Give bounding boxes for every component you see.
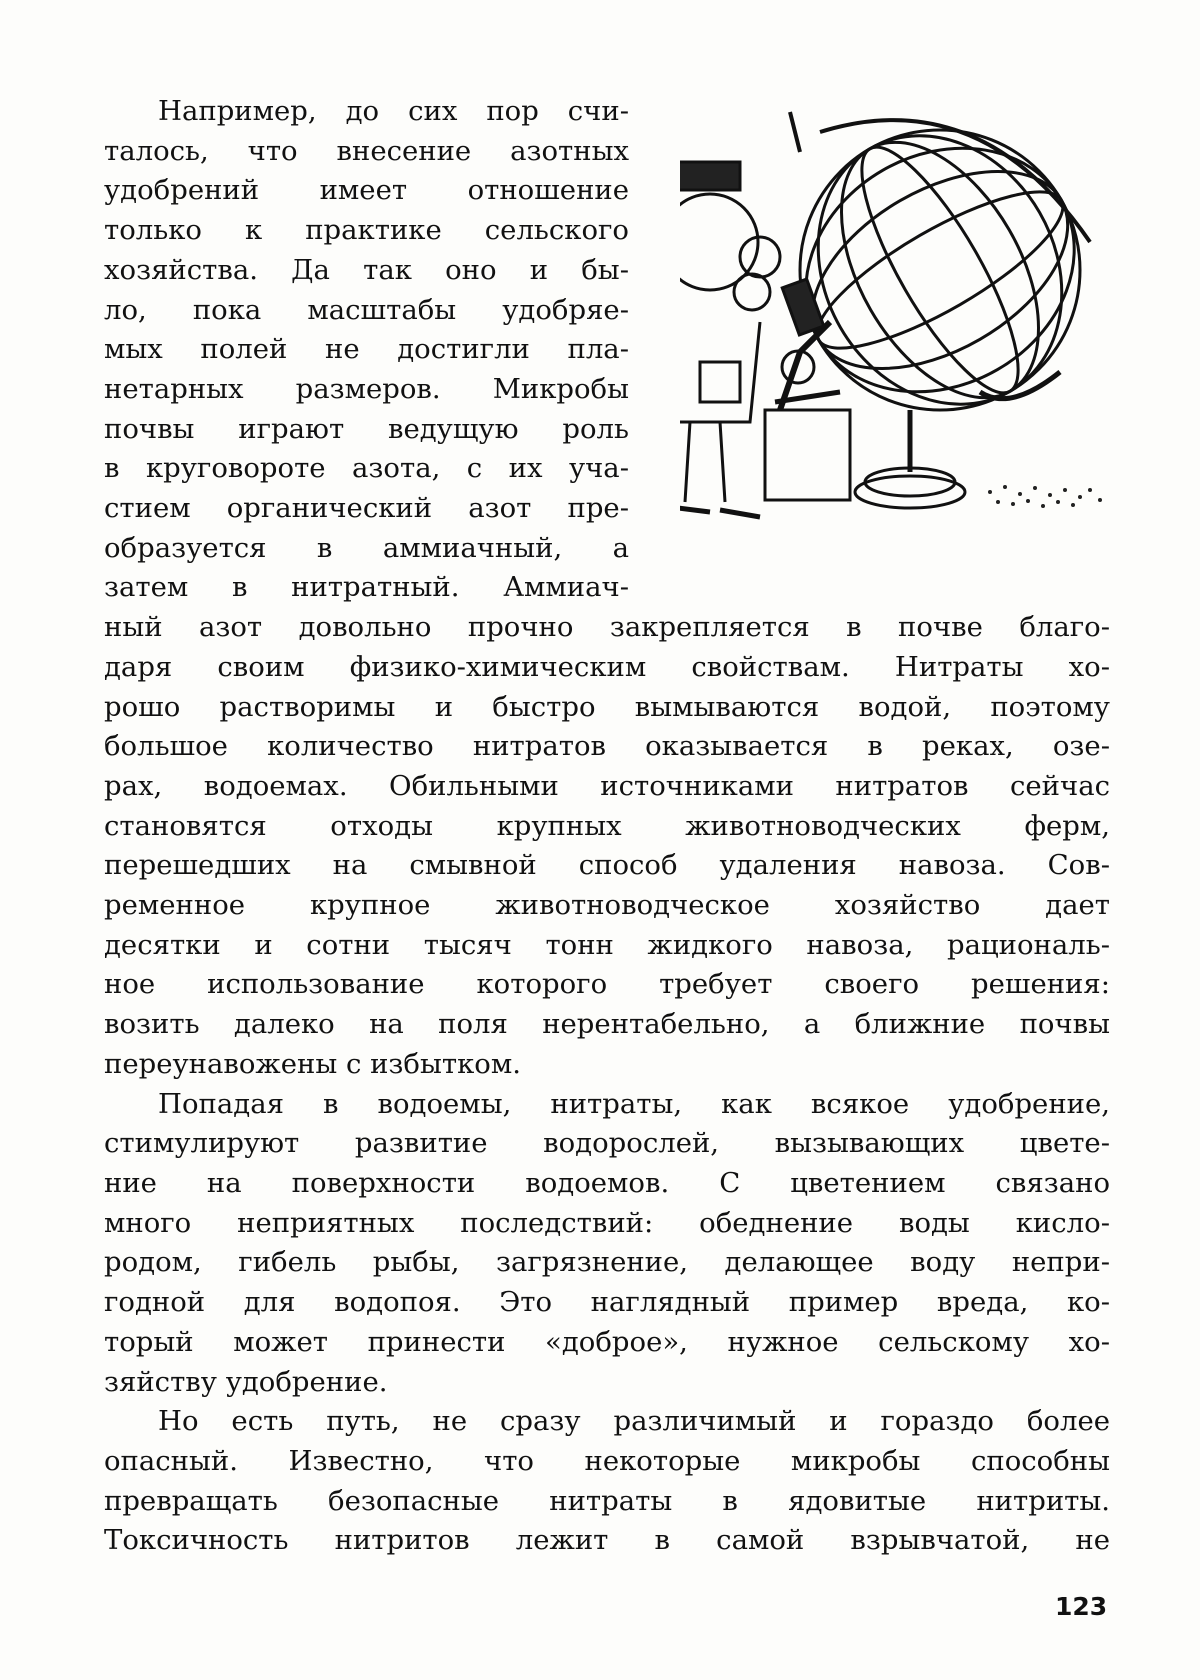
text-line: ние на поверхности водоемов. С цветением связано (104, 1166, 1110, 1199)
text-line: десятки и сотни тысяч тонн жидкого навоза, рациональ- (104, 928, 1110, 961)
microscope-image (765, 279, 850, 500)
text-line: рах, водоемах. Обильными источниками нитратов сейчас (104, 769, 1110, 802)
text-line: почвы играют ведущую роль (104, 412, 629, 445)
paragraph-2 (104, 1085, 1110, 1403)
text-line: талось, что внесение азотных (104, 134, 629, 167)
text-line: зяйству удобрение. (104, 1365, 388, 1398)
text-line: затем в нитратный. Аммиач- (104, 571, 629, 604)
text-line: в круговороте азота, с их уча- (104, 452, 629, 485)
text-line: перешедших на смывной способ удаления навоза. Сов- (104, 849, 1110, 882)
text-line: возить далеко на поля нерентабельно, а ближние почвы (104, 1008, 1110, 1041)
text-line: ный азот довольно прочно закрепляется в почве благо- (104, 611, 1110, 644)
text-line: ло, пока масштабы удобряе- (104, 293, 629, 326)
text-line: опасный. Известно, что некоторые микробы способны (104, 1444, 1110, 1477)
text-line: Токсичность нитритов лежит в самой взрывчатой, не (104, 1524, 1110, 1557)
text-line: переунавожены с избытком. (104, 1047, 521, 1080)
text-line: много неприятных последствий: обеднение воды кисло- (104, 1206, 1110, 1239)
text-line: родом, гибель рыбы, загрязнение, делающее воду непри- (104, 1246, 1110, 1279)
text-line: стием органический азот пре- (104, 492, 629, 525)
text-line: торый может принести «доброе», нужное сельскому хо- (104, 1325, 1110, 1358)
text-line: Но есть путь, не сразу различимый и гораздо более (158, 1405, 1110, 1438)
text-line: ное использование которого требует своего решения: (104, 968, 1110, 1001)
text-line: удобрений имеет отношение (104, 174, 629, 207)
text-line: только к практике сельского (104, 214, 629, 247)
text-line: хозяйства. Да так оно и бы- (104, 253, 629, 286)
text-line: образуется в аммиачный, а (104, 531, 629, 564)
text-line: большое количество нитратов оказывается в реках, озе- (104, 730, 1110, 763)
text-line: стимулируют развитие водорослей, вызывающих цвете- (104, 1127, 1110, 1160)
text-line: даря своим физико-химическим свойствам. Нитраты хо- (104, 650, 1110, 683)
stipple-shadow (988, 485, 1102, 508)
text-line: Например, до сих пор счи- (158, 95, 629, 127)
text-line: Попадая в водоемы, нитраты, как всякое удобрение, (158, 1087, 1110, 1120)
text-line: превращать безопасные нитраты в ядовитые нитриты. (104, 1484, 1110, 1517)
illustration-scientist-globe (680, 92, 1110, 540)
text-line: мых полей не достигли пла- (104, 333, 629, 366)
text-line: становятся отходы крупных животноводческих ферм, (104, 809, 1110, 842)
page-number: 123 (1055, 1592, 1108, 1621)
text-line: нетарных размеров. Микробы (104, 372, 629, 405)
paragraph-3 (104, 1402, 1110, 1561)
text-line: годной для водопоя. Это наглядный пример вреда, ко- (104, 1286, 1110, 1319)
text-line: ременное крупное животноводческое хозяйство дает (104, 889, 1110, 922)
text-line: рошо растворимы и быстро вымываются водой, поэтому (104, 690, 1110, 723)
